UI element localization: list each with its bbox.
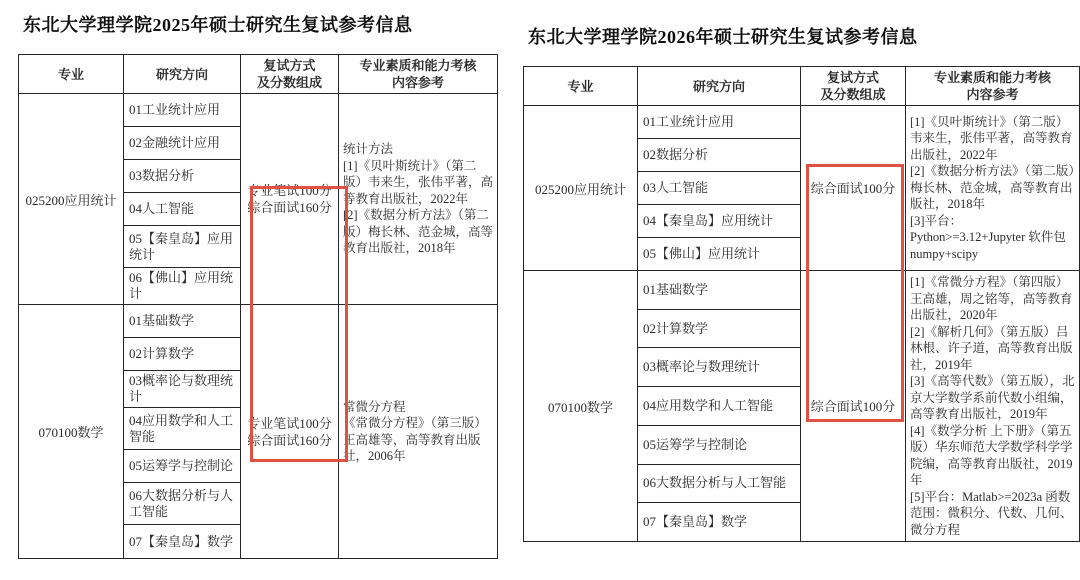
direction-cell: 02计算数学 — [124, 338, 241, 371]
col-header-reference-line2: 内容参考 — [966, 87, 1019, 102]
reference-line: 统计方法 — [343, 142, 394, 157]
direction-cell: 03人工智能 — [638, 172, 801, 205]
reference-line: [5]平台：Matlab>=2023a 函数范围：微积分、代数、几何、微分方程 — [910, 489, 1073, 537]
direction-cell: 02计算数学 — [638, 309, 801, 348]
direction-cell: 05运筹学与控制论 — [124, 450, 241, 483]
direction-cell: 07【秦皇岛】数学 — [124, 525, 241, 559]
direction-cell: 04【秦皇岛】应用统计 — [638, 205, 801, 238]
direction-cell: 01基础数学 — [638, 271, 801, 310]
direction-cell: 02数据分析 — [638, 139, 801, 172]
col-header-exam — [241, 55, 339, 94]
exam-line: 综合面试160分 — [247, 432, 332, 448]
direction-cell: 05【佛山】应用统计 — [638, 238, 801, 271]
exam-cell-math — [241, 305, 339, 559]
reference-line: 《常微分方程》（第三版）王高雄等，高等教育出版社，2006年 — [343, 416, 487, 463]
direction-cell: 01工业统计应用 — [124, 94, 241, 127]
col-header-direction: 研究方向 — [638, 67, 801, 106]
table-title-2026: 东北大学理学院2026年硕士研究生复试参考信息 — [528, 27, 918, 47]
direction-cell: 04应用数学和人工智能 — [124, 408, 241, 450]
col-header-major: 专业 — [19, 55, 124, 94]
col-header-exam-line1: 复试方式 — [826, 70, 879, 85]
exam-line: 综合面试100分 — [810, 180, 896, 196]
direction-cell: 07【秦皇岛】数学 — [638, 503, 801, 542]
table-title-2025: 东北大学理学院2025年硕士研究生复试参考信息 — [23, 15, 413, 35]
table-2026 — [523, 66, 1080, 542]
reference-cell-applied-stats — [906, 106, 1080, 271]
table-2025 — [18, 54, 498, 559]
panel-2025 — [18, 14, 497, 559]
reference-line: [1]《贝叶斯统计》（第二版）韦来生，张伟平著，高等教育出版社，2022年 — [910, 114, 1073, 162]
major-cell-applied-stats: 025200应用统计 — [19, 94, 124, 305]
direction-cell: 04应用数学和人工智能 — [638, 387, 801, 426]
reference-line: [2]《数据分析方法》（第二版）梅长林、范金城，高等教育出版社，2018年 — [343, 208, 494, 256]
direction-cell: 03数据分析 — [124, 160, 241, 193]
reference-line: [2]《解析几何》（第五版）吕林根、许子道，高等教育出版社，2019年 — [910, 324, 1073, 372]
direction-cell: 03概率论与数理统计 — [638, 348, 801, 387]
exam-cell-applied-stats — [801, 106, 906, 271]
exam-line: 专业笔试100分 — [247, 183, 332, 198]
col-header-reference — [906, 67, 1080, 106]
exam-cell-math — [801, 271, 906, 542]
reference-cell-math — [906, 271, 1080, 542]
col-header-major: 专业 — [524, 67, 638, 106]
reference-line: [1]《贝叶斯统计》（第二版）韦来生，张伟平著，高等教育出版社，2022年 — [343, 158, 494, 206]
col-header-exam-line2: 及分数组成 — [820, 87, 886, 102]
exam-line: 综合面试160分 — [247, 200, 332, 215]
reference-line: [4]《数学分析 上下册》（第五版）华东师范大学数学科学学院编，高等教育出版社，2019年 — [910, 423, 1073, 487]
exam-line: 专业笔试100分 — [247, 415, 332, 431]
col-header-exam-line1: 复试方式 — [263, 58, 316, 73]
direction-cell: 01工业统计应用 — [638, 106, 801, 139]
direction-cell: 06大数据分析与人工智能 — [124, 483, 241, 525]
reference-line: [3]平台：Python>=3.12+Jupyter 软件包numpy+scipy — [910, 213, 1066, 261]
col-header-reference-line1: 专业素质和能力考核 — [933, 70, 1051, 85]
panel-2026 — [523, 26, 1079, 542]
major-cell-math: 070100数学 — [524, 271, 638, 542]
col-header-reference-line1: 专业素质和能力考核 — [359, 58, 477, 73]
reference-cell-math — [339, 305, 498, 559]
direction-cell: 06【佛山】应用统计 — [124, 268, 241, 305]
col-header-exam — [801, 67, 906, 106]
col-header-reference-line2: 内容参考 — [391, 75, 444, 90]
reference-cell-applied-stats — [339, 94, 498, 305]
direction-cell: 01基础数学 — [124, 305, 241, 338]
direction-cell: 02金融统计应用 — [124, 127, 241, 160]
reference-line: [1]《常微分方程》（第四版）王高雄，周之铭等，高等教育出版社，2020年 — [910, 275, 1073, 322]
direction-cell: 03概率论与数理统计 — [124, 371, 241, 408]
major-cell-applied-stats: 025200应用统计 — [524, 106, 638, 271]
reference-line: [3]《高等代数》（第五版），北京大学数学系前代数小组编，高等教育出版社，2019年 — [910, 374, 1075, 421]
direction-cell: 05【秦皇岛】应用统计 — [124, 226, 241, 268]
reference-line: [2]《数据分析方法》（第二版）梅长林、范金城，高等教育出版社，2018年 — [910, 164, 1075, 212]
exam-cell-applied-stats — [241, 94, 339, 305]
direction-cell: 05运筹学与控制论 — [638, 425, 801, 464]
reference-line: 常微分方程 — [343, 399, 406, 414]
col-header-exam-line2: 及分数组成 — [256, 75, 322, 90]
direction-cell: 04人工智能 — [124, 193, 241, 226]
col-header-reference — [339, 55, 498, 94]
exam-line: 综合面试100分 — [810, 398, 896, 414]
major-cell-math: 070100数学 — [19, 305, 124, 559]
col-header-direction: 研究方向 — [124, 55, 241, 94]
direction-cell: 06大数据分析与人工智能 — [638, 464, 801, 503]
